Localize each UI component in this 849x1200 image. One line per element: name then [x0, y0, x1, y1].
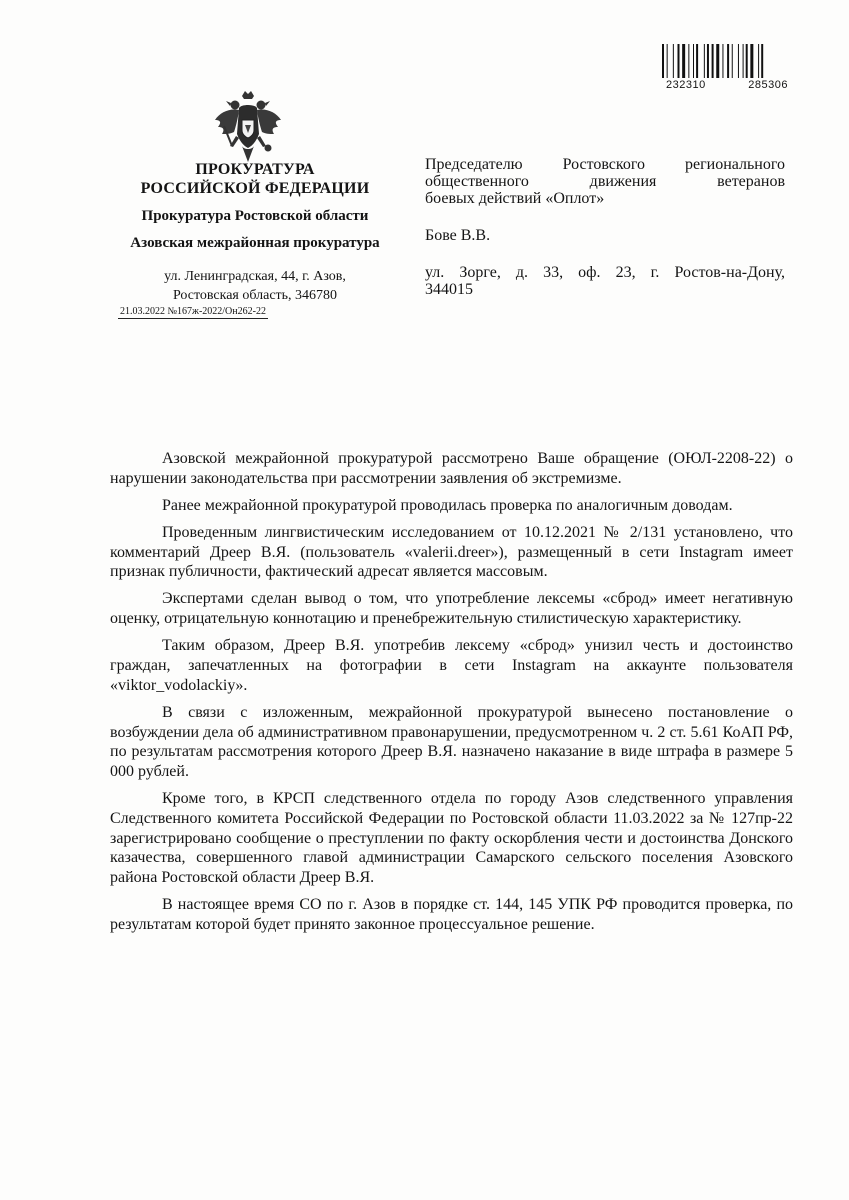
regional-prosecutor: Прокуратура Ростовской области [141, 208, 369, 224]
recipient-line3: боевых действий «Оплот» [425, 190, 605, 207]
recipient-block [425, 156, 785, 298]
sender-block [110, 160, 400, 305]
barcode-left-code: 232310 [666, 79, 706, 91]
paragraph: Экспертами сделан вывод о том, что употребление лексемы «сброд» имеет негативную оценку, отрицательную коннотацию и пренебрежительную стилистическую характеристику. [110, 590, 793, 628]
paragraph: Таким образом, Дреер В.Я. употребив лексему «сброд» унизил честь и достоинство граждан, запечатленных на фотографии в сети Instagram на аккаунте пользователя «viktor_vodolackiy». [110, 637, 793, 694]
paragraph: Азовской межрайонной прокуратурой рассмотрено Ваше обращение (ОЮЛ-2208-22) о нарушении законодательства при рассмотрении заявления об экстремизме. [110, 450, 793, 487]
registration-number: 21.03.2022 №167ж-2022/Он262-22 [120, 306, 266, 317]
paragraph: Кроме того, в КРСП следственного отдела по городу Азов следственного управления Следственного комитета Российской Федерации по Ростовской области 11.03.2022 за № 127пр-22 зарегистрировано сообщение о преступлении по факту оскорбления чести и достоинства Донского казачества, совершенного главой администрации Самарского сельского поселения Азовского района Ростовской области Дреер В.Я. [110, 790, 793, 887]
barcode-right-code: 285306 [748, 79, 788, 91]
recipient-name: Бове В.В. [425, 227, 491, 244]
org-title-line1: ПРОКУРАТУРА [195, 161, 315, 178]
paragraph: В связи с изложенным, межрайонной прокуратурой вынесено постановление о возбуждении дела об административном правонарушении, предусмотренном ч. 2 ст. 5.61 КоАП РФ, по результатам рассмотрения которого Дреер В.Я. назначено наказание в виде штрафа в размере 5 000 рублей. [110, 703, 793, 781]
coat-of-arms-icon [212, 90, 284, 164]
paragraph: Проведенным лингвистическим исследованием от 10.12.2021 № 2/131 установлено, что комментарий Дреер В.Я. (пользователь «valerii.dreer»), размещенный в сети Instagram имеет признак публичности, фактический адресат является массовым. [110, 523, 793, 581]
recipient-address-line2: 344015 [425, 281, 473, 298]
sender-address-line1: ул. Ленинградская, 44, г. Азов, [164, 269, 346, 284]
paragraph: В настоящее время СО по г. Азов в порядке ст. 144, 145 УПК РФ проводится проверка, по результатам которой будет принято законное процессуальное решение. [110, 896, 793, 934]
recipient-line2: общественного движения ветеранов [425, 173, 785, 190]
letter-body [110, 449, 793, 942]
recipient-address-line1: ул. Зорге, д. 33, оф. 23, г. Ростов-на-Дону, [425, 264, 785, 281]
paragraph: Ранее межрайонной прокуратурой проводилась проверка по аналогичным доводам. [162, 496, 733, 514]
org-title-line2: РОССИЙСКОЙ ФЕДЕРАЦИИ [140, 180, 370, 197]
barcode-bars [662, 44, 792, 78]
recipient-line1: Председателю Ростовского регионального [425, 156, 785, 173]
barcode [662, 44, 792, 91]
district-prosecutor: Азовская межрайонная прокуратура [130, 235, 380, 251]
sender-address-line2: Ростовская область, 346780 [172, 288, 338, 303]
